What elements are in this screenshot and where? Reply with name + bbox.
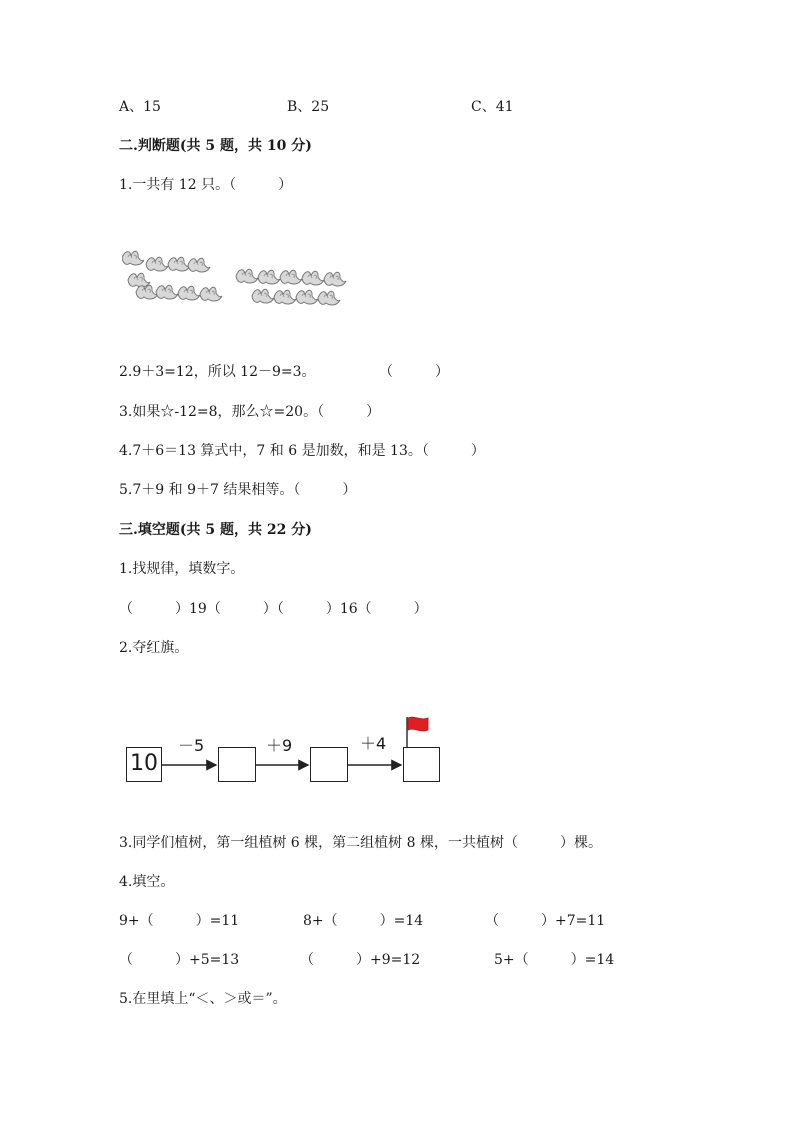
section2-q4: 4.7＋6＝13 算式中，7 和 6 是加数，和是 13。（ ） <box>119 443 485 459</box>
bird-icon <box>122 251 144 265</box>
option-b: B、25 <box>287 99 330 115</box>
section2-q5: 5.7＋9 和 9＋7 结果相等。（ ） <box>119 482 357 498</box>
option-a: A、15 <box>119 99 161 115</box>
section3-q1-title: 1.找规律，填数字。 <box>119 561 245 577</box>
q4-row2-item3: 5+（ ）=14 <box>494 952 615 968</box>
birds-illustration <box>122 250 357 312</box>
q4-row1-item2: 8+（ ）=14 <box>303 913 424 929</box>
section3-q4-title: 4.填空。 <box>119 874 175 890</box>
option-c: C、41 <box>471 99 514 115</box>
section3-q5: 5.在里填上“＜、＞或＝”。 <box>119 991 287 1007</box>
q4-row1-item3: （ ）+7=11 <box>485 913 606 929</box>
section2-q2: 2.9＋3=12，所以 12－9=3。 <box>119 364 316 380</box>
section3-title: 三.填空题(共 5 题，共 22 分) <box>119 522 312 538</box>
section2-q2-paren: （ ） <box>379 364 449 380</box>
op-label-1: －5 <box>178 736 205 755</box>
section2-q1: 1.一共有 12 只。（ ） <box>119 177 293 193</box>
section3-q2-title: 2.夺红旗。 <box>119 640 189 656</box>
op-label-3: ＋4 <box>360 734 387 753</box>
section3-q1-sequence: （ ）19（ ）（ ）16（ ） <box>119 601 428 617</box>
q4-row2-item1: （ ）+5=13 <box>119 952 240 968</box>
start-box <box>126 747 162 782</box>
q4-row1-item1: 9+（ ）=11 <box>119 913 240 929</box>
q4-row2-item2: （ ）+9=12 <box>300 952 421 968</box>
section2-q3: 3.如果☆-12=8，那么☆=20。（ ） <box>119 404 381 420</box>
section2-title: 二.判断题(共 5 题，共 10 分) <box>119 138 312 154</box>
op-label-2: ＋9 <box>266 736 293 755</box>
red-flag-icon <box>402 714 436 748</box>
section3-q3: 3.同学们植树，第一组植树 6 棵，第二组植树 8 棵，一共植树（ ）棵。 <box>119 835 602 851</box>
start-number: 10 <box>130 751 158 776</box>
